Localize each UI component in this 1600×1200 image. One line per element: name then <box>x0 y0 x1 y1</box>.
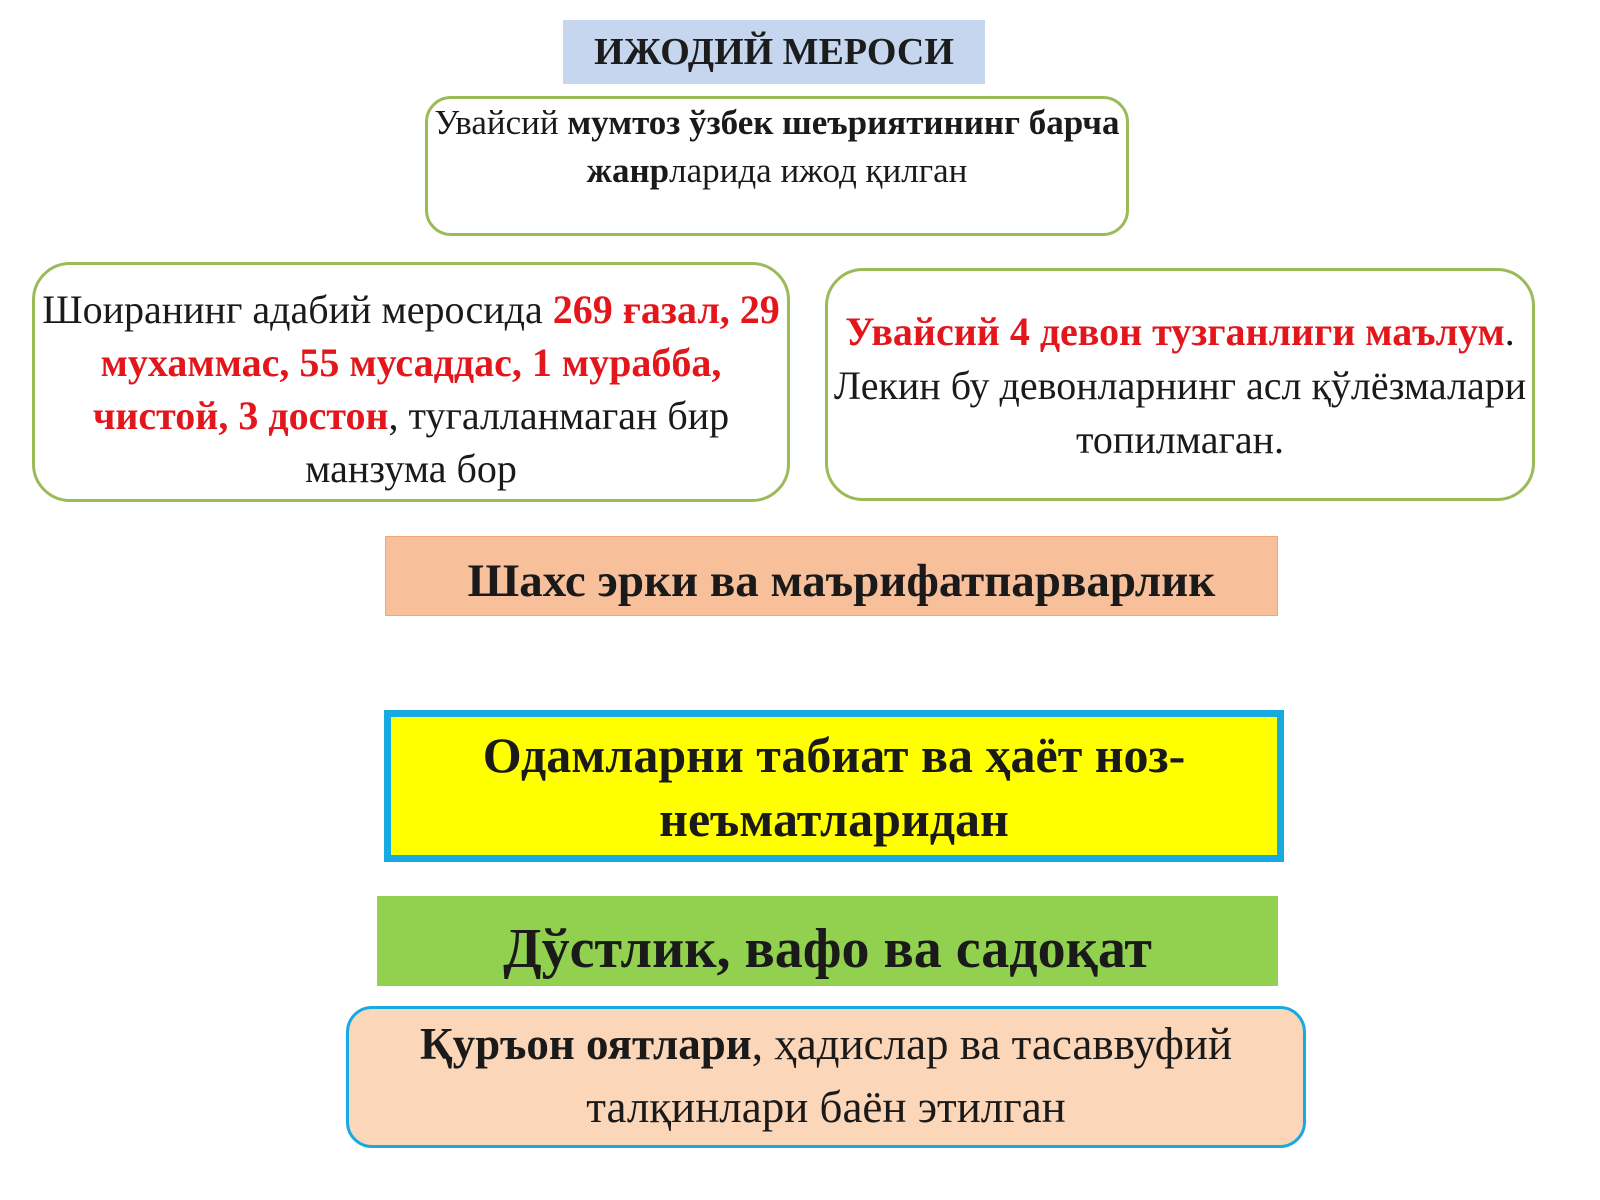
theme-friendship-loyalty: Дўстлик, вафо ва садоқат <box>377 896 1278 986</box>
genres-text-end: ларида ижод қилган <box>669 151 968 190</box>
genres-text-plain: Увайсий <box>434 103 568 142</box>
heritage-outro: , тугалланмаган бир манзума бор <box>305 393 730 491</box>
theme-quran-hadith <box>346 1006 1306 1148</box>
genres-box <box>425 96 1129 236</box>
divans-box <box>825 268 1535 501</box>
literary-heritage-box <box>32 262 790 502</box>
quran-bold-text: Қуръон оятлари <box>419 1019 752 1069</box>
heritage-counts: 269 ғазал, 29 мухаммас, 55 мусаддас, 1 мурабба, чистой, 3 достон <box>92 287 780 438</box>
genres-text-bold: мумтоз ўзбек шеъриятининг барча жанр <box>567 103 1120 190</box>
theme-nature-blessings: Одамларни табиат ва ҳаёт ноз-неъматларидан <box>384 710 1284 862</box>
diagram-title: ИЖОДИЙ МЕРОСИ <box>563 20 985 84</box>
heritage-intro: Шоиранинг адабий меросида <box>42 287 553 332</box>
theme-freedom-enlightenment: Шахс эрки ва маърифатпарварлик <box>385 536 1278 616</box>
divans-highlight: Увайсий 4 девон тузганлиги маълум <box>845 309 1505 354</box>
divans-rest: . Лекин бу девонларнинг асл қўлёзмалари топилмаган. <box>833 309 1527 462</box>
quran-rest-text: , ҳадислар ва тасаввуфий талқинлари баён этилган <box>586 1019 1233 1132</box>
